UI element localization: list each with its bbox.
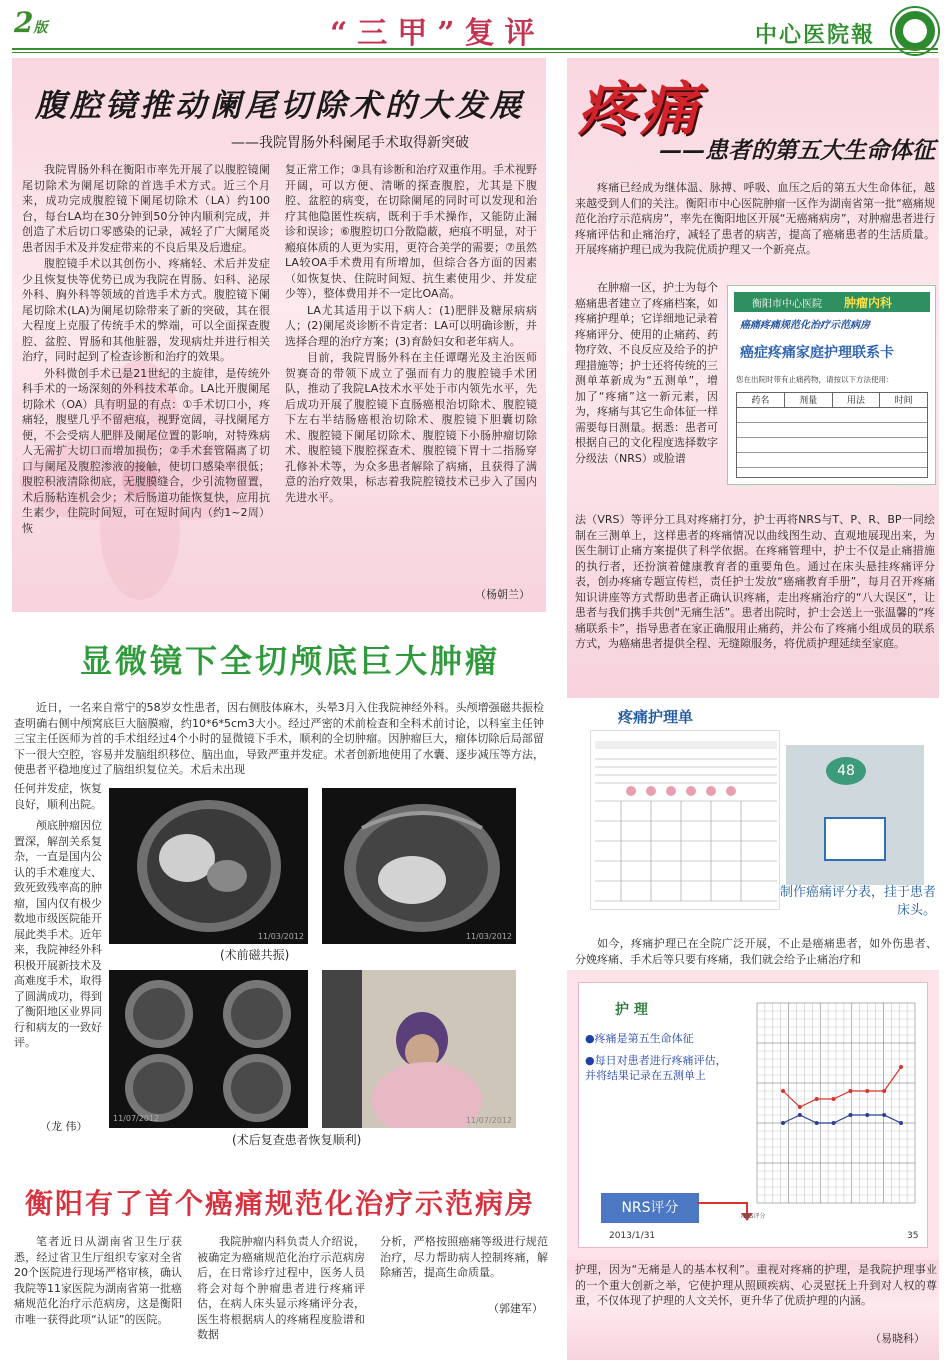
lap-paragraph: 外科微创手术已是21世纪的主旋律，是传统外科手术的一场深刻的外科技术革命。LA比开腹阑尾切除术（OA）具有明显的有点：①手术切口小，疼痛轻，腹壁几乎不留疤痕，视野宽阔，寻找阑尾方便，不会受病人肥胖及阑尾位置的影响，对特殊病人无需扩大切口而增加损伤；②手术套管隔离了切口与阑尾及腹腔渗液的接触，使切口感染率很低；腹腔积液清除彻底，无腹膜缝合，少引流物留置，术后肠粘连机会少；术后肠道功能恢复快，应用抗生素少，住院时间短，可在短时间内（约1~2周）恢	[22, 366, 270, 535]
pain-paragraph: 法（VRS）等评分工具对疼痛打分，护士再将NRS与T、P、R、BP一同绘制在三测单上，这样患者的疼痛情况以曲线图生动、直观地展现出来，为医生制订止痛方案提供了科学依据。在疼痛管理中，护士不仅是止痛措施的执行者，还扮演着健康教育者的重要角色。通过在床头悬挂疼痛评分表，创办疼痛专题宣传栏，责任护士发放“癌痛教育手册”，每月召开疼痛知识讲座等方式帮助患者正确认识疼痛，走出疼痛治疗的“八大误区”，让患者与我们携手共创“无痛生活”。患者出院时，护士会送上一张温馨的“疼痛联系卡”，指导患者在家正确服用止痛药，并公布了疼痛小组成员的联系方式，为癌痛患者提供全程、无缝隙服务，将优质护理延续至家庭。	[575, 513, 935, 650]
chart-bullet-2: ●每日对患者进行疼痛评估，并将结果记录在五测单上	[585, 1054, 727, 1082]
pain-para-5-block	[575, 1262, 937, 1310]
series-point-0	[899, 1065, 903, 1069]
series-point-1	[865, 1113, 869, 1117]
page-number: 2版	[14, 6, 48, 39]
form-heading: 疼痛护理单	[618, 708, 694, 726]
mri-image-2	[322, 788, 516, 944]
lap-paragraph: 目前，我院胃肠外科在主任谭曙光及主治医师贺赛奇的带领下成立了强而有力的腹腔镜手术团队，推动了我院LA技术水平处于市内领先水平，先后成功开展了腹腔镜下直肠癌根治切除术、腹腔镜下左右半结肠癌根治切除术、腹腔镜下胆囊切除术、腹腔镜下阑尾切除术、腹腔镜下小肠肿瘤切除术、腹腔镜下腹腔探查术、腹腔镜下胃十二指肠穿孔修补术等，为众多患者解除了病痛，且获得了满意的治疗效果，标志着我院腔镜技术已步入了国内先进水平。	[285, 351, 537, 504]
pain-paragraph: 如今，疼痛护理已在全院广泛开展，不止是癌痛患者，如外伤患者、分娩疼痛、手术后等只要有疼痛，我们就会给予止痛治疗和	[575, 937, 937, 966]
form-caption: 制作癌痛评分表，挂于患者床头。	[779, 885, 936, 918]
card-hospital: 衡阳市中心医院	[752, 299, 822, 310]
lap-paragraph: 腹腔镜手术以其创伤小、疼痛轻、术后并发症少且恢复快等优势已成为我院在胃肠、妇科、泌尿外科、胸外科等领域的首选手术方式。腹腔镜下阑尾切除术(LA)为阑尾切除带来了新的突破，其在很大程度上克服了传统手术的弊端，可以全面探查腹腔、盆腔、胃肠和其他脏器，发现病灶并进行相关治疗，同时起到了检查诊断和治疗的效果。	[22, 257, 270, 363]
chart-page: 35	[907, 1231, 919, 1241]
card-note: 您在出院时带有止痛药物，请按以下方法使用：	[736, 375, 894, 384]
section-title: “三甲”复评	[330, 16, 545, 51]
pain-title: 疼痛	[578, 75, 703, 143]
ward-column-1	[14, 1234, 182, 1328]
ward-column-2	[197, 1234, 365, 1344]
nrs-label-box: NRS评分	[601, 1193, 699, 1223]
paper-name: 中心医院報	[755, 23, 876, 48]
pain-para-1-block	[575, 180, 935, 259]
bed-number: 48	[826, 757, 866, 785]
chart-heading: 护 理	[615, 1002, 648, 1018]
series-point-1	[815, 1121, 819, 1125]
pain-form-image	[590, 730, 780, 910]
series-point-1	[798, 1113, 802, 1117]
micro-intro: 近日，一名来自常宁的58岁女性患者，因右侧肢体麻木，头晕3月入住我院神经外科。头颅增强磁共振检查明确右侧中颅窝底巨大脑膜瘤，约10*6*5cm3大小。经过严密的术前检查和全科术前讨论，以科室主任钟三宝主任医师为首的手术组经过4个小时的显微镜下手术，顺利的全切肿瘤。因肿瘤巨大，瘤体切除后局部留下一很大空腔，容易并发脑组织移位、脑出血，导致严重并发症。术者创新地使用了水囊、逐步减压等方法，使患者平稳地度过了脑组织复位关。术后未出现	[14, 701, 544, 776]
ward-title: 衡阳有了首个癌痛规范化治疗示范病房	[24, 1187, 535, 1220]
lap-column-1	[22, 162, 270, 537]
mri-image-1	[109, 788, 308, 944]
chart-bullet-1: ●疼痛是第五生命体征	[585, 1032, 694, 1045]
masthead-divider-thin	[12, 52, 938, 53]
series-point-0	[865, 1089, 869, 1093]
lap-paragraph: LA尤其适用于以下病人：(1)肥胖及糖尿病病人；(2)阑尾炎诊断不肯定者：LA可以明确诊断，并选择合理的治疗方案；(3)育龄妇女和老年病人。	[285, 303, 537, 348]
card-header	[734, 292, 930, 312]
micro-side-column	[14, 781, 102, 1052]
chart-card	[578, 982, 928, 1248]
bedside-card	[824, 817, 886, 861]
series-point-1	[781, 1121, 785, 1125]
nrs-row-label: NRS评分	[741, 1213, 766, 1220]
series-point-1	[899, 1121, 903, 1125]
pain-author: （易晓科）	[870, 1332, 925, 1345]
micro-side-2: 颅底肿瘤因位置深，解剖关系复杂，一直是国内公认的手术难度大、致死致残率高的肿瘤，国内仅有极少数地市级医院能开展此类手术。近年来，我院神经外科积极开展新技术及高难度手术，取得了圆满成功，得到了衡阳地区业界同行和病友的一致好评。	[14, 819, 102, 1049]
vital-signs-chart	[739, 997, 919, 1229]
card-col-header: 用法	[833, 393, 881, 407]
pain-paragraph: 护理，因为“无痛是人的基本权利”。重视对疼痛的护理，是我院护理事业的一个重大创新之举，它使护理从照顾疾病、心灵慰抚上升到对人权的尊重，不仅体现了护理的人文关怀，更升华了优质护理的内涵。	[575, 1263, 937, 1307]
lap-paragraph: 复正常工作；③具有诊断和治疗双重作用。手术视野开阔，可以方便、清晰的探查腹腔，尤其是下腹腔、盆腔的病变，在切除阑尾的同时可以发现和治疗其他隐匿性疾病，既利于手术操作，又能防止漏诊和误诊；⑥腹腔切口分散隐蔽，疤痕不明显，对于瘢痕体质的人更为实用，更符合美学的需要；⑦虽然LA较OA手术费用有所增加，但综合各方面的因素（如恢复快、住院时间短、抗生素使用少、并发症少等），整体费用并不一定比OA高。	[285, 163, 537, 300]
micro-author: （龙 伟）	[40, 1120, 88, 1133]
mri-date-stamp: 11/03/2012	[465, 932, 512, 941]
ct-image	[109, 970, 308, 1128]
card-col-header: 药名	[737, 393, 785, 407]
micro-title: 显微镜下全切颅底巨大肿瘤	[79, 642, 500, 680]
series-point-0	[815, 1097, 819, 1101]
series-point-1	[848, 1113, 852, 1117]
mri-date-stamp: 11/03/2012	[257, 932, 304, 941]
card-dept: 肿瘤内科	[844, 296, 893, 310]
ward-paragraph: 分析，严格按照癌痛等级进行规范治疗，尽力帮助病人控制疼痛，解除痛苦，提高生命质量。	[380, 1235, 548, 1279]
ward-paragraph: 笔者近日从湖南省卫生厅获悉，经过省卫生厅组织专家对全省20个医院进行现场严格审核，确认我院等11家医院为湖南省第一批癌痛规范化治疗示范病房，这是衡阳市唯一获得此项“认证”的医院。	[14, 1235, 182, 1326]
micro-intro-block	[14, 700, 544, 779]
series-point-0	[882, 1089, 886, 1093]
pain-para-3-block	[575, 512, 935, 653]
lap-subtitle: ——我院胃肠外科阑尾手术取得新突破	[231, 135, 469, 151]
ct-date-stamp: 11/07/2012	[113, 1114, 160, 1123]
chart-date: 2013/1/31	[609, 1231, 656, 1241]
card-col-header: 剂量	[785, 393, 833, 407]
pain-para-2-block	[575, 280, 718, 467]
series-point-1	[882, 1113, 886, 1117]
photo-date-stamp: 11/07/2012	[465, 1116, 512, 1125]
ward-author: （郭建军）	[488, 1302, 543, 1315]
patient-caption: (术后复查患者恢复顺利)	[232, 1133, 362, 1147]
pain-para-4-block	[575, 936, 937, 968]
lap-paragraph: 我院胃肠外科在衡阳市率先开展了以腹腔镜阑尾切除术为阑尾切除的首选手术方式。近三个月来，成功完成腹腔镜下阑尾切除术（LA）约100台，每台LA均在30分钟到50分钟内顺利完成，并创造了术后切口零感染的记录，减轻了广大阑尾炎患者因手术及并发症带来的不良后果及后遗症。	[22, 163, 270, 254]
patient-photo	[322, 970, 516, 1128]
series-point-1	[832, 1121, 836, 1125]
bedside-photo	[786, 745, 924, 885]
series-point-0	[832, 1097, 836, 1101]
lap-title: 腹腔镜推动阑尾切除术的大发展	[35, 88, 525, 124]
series-point-0	[848, 1089, 852, 1093]
pain-contact-card	[727, 285, 936, 485]
series-point-0	[781, 1089, 785, 1093]
lap-column-2	[285, 162, 537, 506]
card-banner: 癌痛疼痛规范化治疗示范病房	[740, 320, 870, 331]
pain-subtitle: ——患者的第五大生命体征	[659, 137, 935, 164]
mri-caption: (术前磁共振)	[220, 948, 290, 962]
pain-paragraph: 在肿瘤一区，护士为每个癌痛患者建立了疼痛档案，如疼痛护理单；它详细地记录着疼痛评分、使用的止痛药、药物疗效、不良反应及给予的护理措施等；护士还将传统的三测单革新成为“五测单”，增加了“疼痛”这一新元素，因为，疼痛与其它生命体征一样需要每日测量。据悉：患者可根据自己的文化程度选择数字分级法（NRS）或脸谱	[575, 281, 718, 465]
lap-author: （杨朝兰）	[475, 588, 530, 601]
micro-side-1: 任何并发症，恢复良好，顺利出院。	[14, 782, 102, 811]
series-point-0	[798, 1105, 802, 1109]
ward-column-3	[380, 1234, 548, 1282]
card-col-header: 时间	[894, 396, 913, 406]
pain-paragraph: 疼痛已经成为继体温、脉搏、呼吸、血压之后的第五大生命体征，越来越受到人们的关注。衡阳市中心医院肿瘤一区作为湖南省第一批“癌痛规范化治疗示范病房”，率先在衡阳地区开展“无癌痛病房”，对肿瘤患者进行疼痛评估和止痛治疗，减轻了患者的病苦，提高了癌痛患者的生活质量。开展疼痛护理已成为我院优质护理又一个新亮点。	[575, 181, 935, 256]
card-title: 癌症疼痛家庭护理联系卡	[740, 345, 894, 361]
ward-paragraph: 我院肿瘤内科负责人介绍说，被确定为癌痛规范化治疗示范病房后，在日常诊疗过程中，医务人员将会对每个肿瘤患者进行疼痛评估，在病人床头显示疼痛评分表，医生将根据病人的疼痛程度脸谱和数据	[197, 1235, 365, 1341]
masthead-divider	[12, 48, 938, 50]
card-table	[736, 392, 928, 478]
